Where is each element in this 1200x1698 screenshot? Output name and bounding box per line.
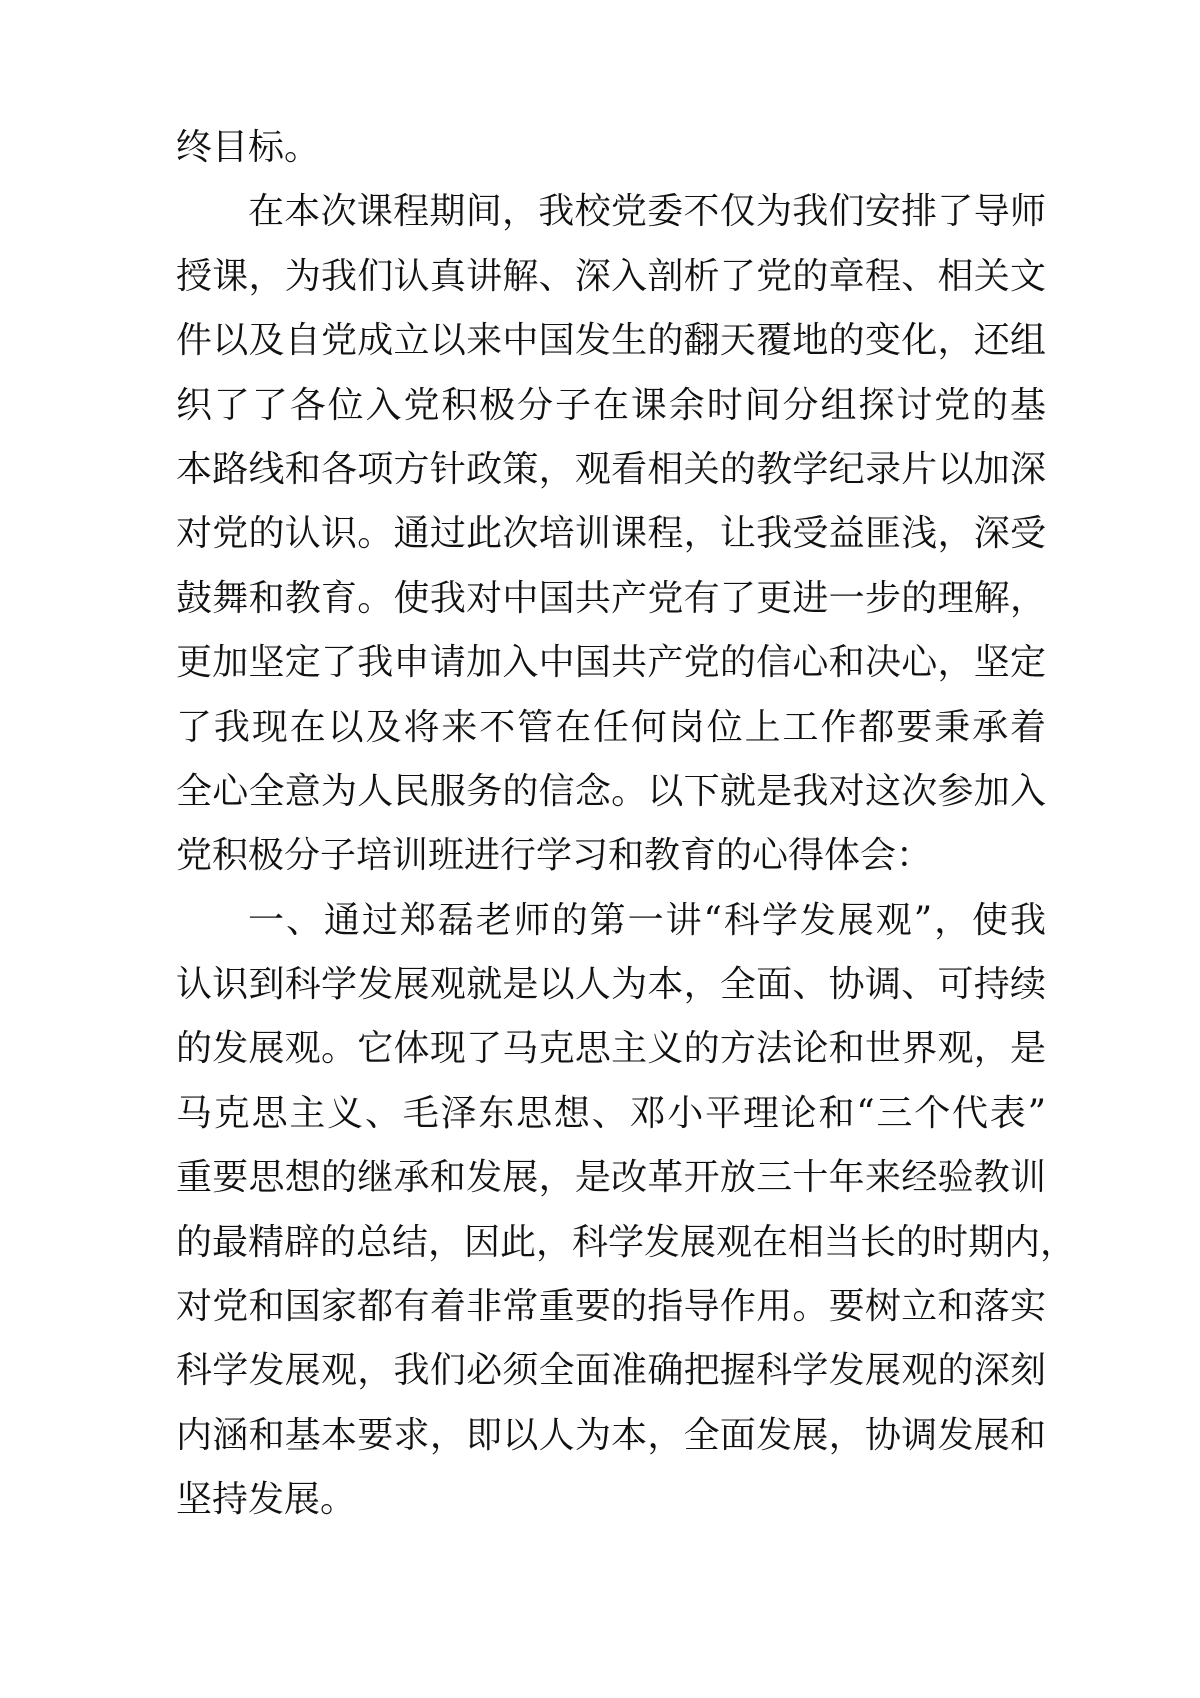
text-line: 重要思想的继承和发展，是改革开放三十年来经验教训 <box>176 1157 1046 1199</box>
text-line: 坚持发展。 <box>176 1479 357 1521</box>
text-line: 内涵和基本要求，即以人为本，全面发展，协调发展和 <box>176 1414 1046 1456</box>
text-line: 一、通过郑磊老师的第一讲“科学发展观”，使我 <box>248 899 1046 941</box>
text-line: 织了了各位入党积极分子在课余时间分组探讨党的基 <box>176 384 1046 426</box>
text-line: 在本次课程期间，我校党委不仅为我们安排了导师 <box>248 191 1046 233</box>
text-line: 了我现在以及将来不管在任何岗位上工作都要秉承着 <box>176 706 1046 748</box>
document-body <box>176 116 1077 1533</box>
text-line: 的最精辟的总结，因此，科学发展观在相当长的时期内， <box>176 1221 1077 1263</box>
text-line: 马克思主义、毛泽东思想、邓小平理论和“三个代表” <box>176 1092 1046 1134</box>
text-line: 鼓舞和教育。使我对中国共产党有了更进一步的理解， <box>176 577 1046 619</box>
text-line: 认识到科学发展观就是以人为本，全面、协调、可持续 <box>176 964 1046 1006</box>
text-line: 对党和国家都有着非常重要的指导作用。要树立和落实 <box>176 1286 1046 1328</box>
text-line: 党积极分子培训班进行学习和教育的心得体会： <box>176 835 933 877</box>
text-line: 的发展观。它体现了马克思主义的方法论和世界观，是 <box>176 1028 1046 1070</box>
text-line: 授课，为我们认真讲解、深入剖析了党的章程、相关文 <box>176 255 1046 297</box>
text-line: 更加坚定了我申请加入中国共产党的信心和决心，坚定 <box>176 642 1046 684</box>
text-line: 全心全意为人民服务的信念。以下就是我对这次参加入 <box>176 770 1046 812</box>
text-line: 本路线和各项方针政策，观看相关的教学纪录片以加深 <box>176 448 1046 490</box>
text-line: 对党的认识。通过此次培训课程，让我受益匪浅，深受 <box>176 513 1046 555</box>
text-line: 件以及自党成立以来中国发生的翻天覆地的变化，还组 <box>176 320 1046 362</box>
text-line: 终目标。 <box>176 127 321 168</box>
text-line: 科学发展观，我们必须全面准确把握科学发展观的深刻 <box>176 1350 1046 1392</box>
